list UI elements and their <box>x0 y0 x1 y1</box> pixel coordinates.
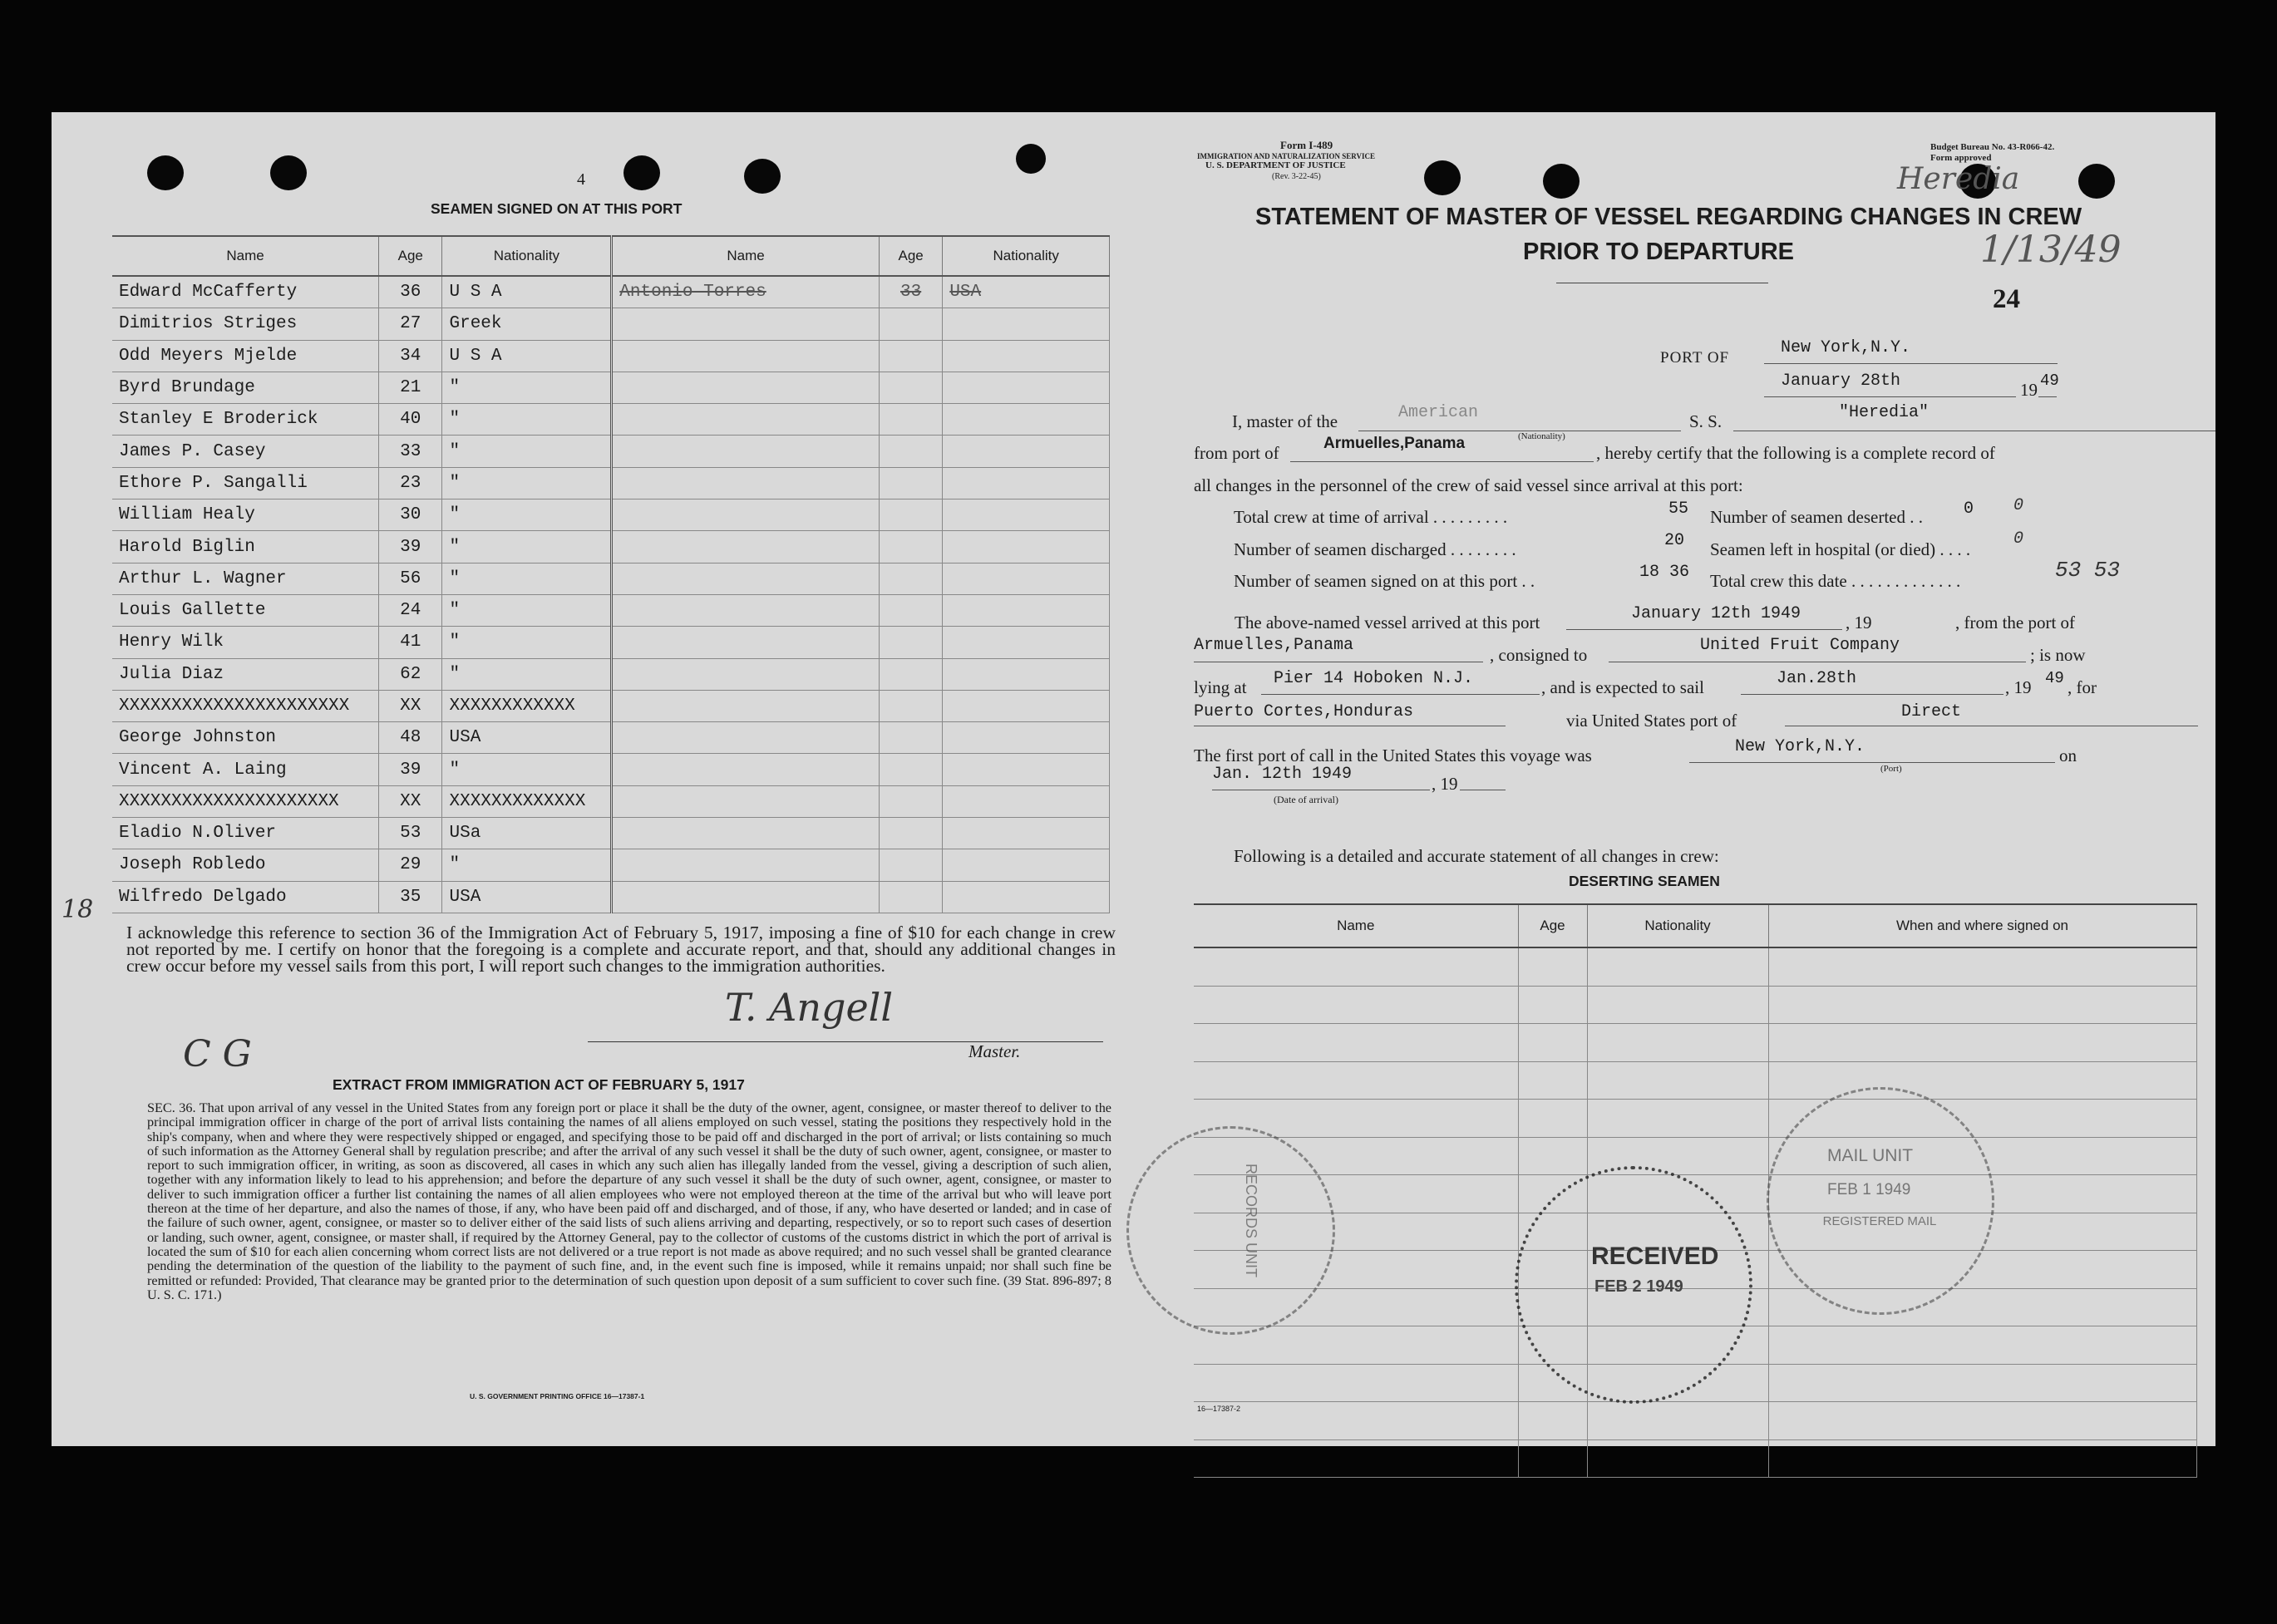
crew-nationality-cell: " <box>442 627 612 658</box>
empty-cell <box>1768 1024 2196 1062</box>
crew-name-cell: Eladio N.Oliver <box>112 818 379 849</box>
empty-cell <box>1518 1100 1587 1138</box>
mail-unit-stamp <box>1767 1087 1994 1315</box>
crew-name-cell <box>612 881 880 913</box>
expected-sail-label: , and is expected to sail <box>1541 677 1704 697</box>
form-approved: Form approved <box>1930 153 1992 163</box>
crew-age-cell: 41 <box>379 627 442 658</box>
crew-age-cell: XX <box>379 785 442 817</box>
crew-nationality-cell <box>943 404 1110 436</box>
crew-nationality-cell <box>943 627 1110 658</box>
crew-nationality-cell <box>943 881 1110 913</box>
records-stamp-text: RECORDS UNIT <box>1243 1163 1260 1278</box>
crew-nationality-cell: U S A <box>442 340 612 372</box>
empty-cell <box>1768 1326 2196 1365</box>
destination-value: Puerto Cortes,Honduras <box>1194 702 1414 721</box>
for-label: , for <box>2068 677 2097 697</box>
arrived-from-value: Armuelles,Panama <box>1194 636 1354 655</box>
crew-age-cell <box>879 404 942 436</box>
empty-cell <box>1587 1100 1768 1138</box>
empty-cell <box>1587 1439 1768 1478</box>
crew-nationality-cell: " <box>442 436 612 467</box>
from-port-of-label: , from the port of <box>1955 613 2076 632</box>
empty-cell <box>1194 1061 1518 1100</box>
deserting-heading: DESERTING SEAMEN <box>1569 873 1720 889</box>
table-row <box>112 276 1110 308</box>
crew-name-cell: William Healy <box>112 500 379 531</box>
table-row <box>1194 947 2196 986</box>
crew-age-cell: 56 <box>379 563 442 594</box>
mail-stamp-text: MAIL UNIT <box>1827 1146 1914 1165</box>
empty-cell <box>1587 1061 1768 1100</box>
empty-cell <box>1518 1137 1587 1175</box>
crew-nationality-cell: USA <box>442 881 612 913</box>
table-row <box>112 627 1110 658</box>
empty-cell <box>1194 986 1518 1024</box>
clerk-initials: C G <box>183 1033 252 1075</box>
crew-name-cell: Odd Meyers Mjelde <box>112 340 379 372</box>
first-date-value: Jan. 12th 1949 <box>1212 765 1353 784</box>
crew-name-cell: Wilfredo Delgado <box>112 881 379 913</box>
crew-nationality-cell: XXXXXXXXXXXXX <box>442 785 612 817</box>
crew-name-cell <box>612 594 880 626</box>
crew-age-cell: 33 <box>879 276 942 308</box>
crew-age-cell: 30 <box>379 500 442 531</box>
crew-nationality-cell: " <box>442 849 612 881</box>
crew-age-cell: 53 <box>379 818 442 849</box>
total-crew-date-value: 53 53 <box>2055 558 2121 583</box>
crew-nationality-cell: " <box>442 531 612 563</box>
form-subtitle: PRIOR TO DEPARTURE <box>1523 239 1795 265</box>
crew-nationality-cell: U S A <box>442 276 612 308</box>
from-port-label: from port of <box>1194 443 1279 463</box>
crew-age-cell <box>879 563 942 594</box>
crew-name-cell <box>612 785 880 817</box>
received-stamp-date: FEB 2 1949 <box>1594 1277 1683 1296</box>
crew-age-cell: 40 <box>379 404 442 436</box>
table-row <box>112 436 1110 467</box>
crew-age-cell <box>879 500 942 531</box>
crew-name-cell: Harold Biglin <box>112 531 379 563</box>
page-number: 4 <box>577 170 585 189</box>
crew-name-cell: Antonio Torres <box>612 276 880 308</box>
crew-age-cell <box>879 531 942 563</box>
table-row <box>1194 986 2196 1024</box>
lying-at-line <box>1261 694 1540 695</box>
crew-table-body <box>112 276 1110 913</box>
crew-age-cell: 21 <box>379 372 442 403</box>
master-label: I, master of the <box>1232 411 1338 431</box>
table-row <box>1194 1100 2196 1138</box>
received-stamp-text: RECEIVED <box>1591 1243 1719 1270</box>
crew-name-cell: Arthur L. Wagner <box>112 563 379 594</box>
crew-age-cell <box>879 308 942 340</box>
empty-cell <box>1194 947 1518 986</box>
crew-name-cell <box>612 627 880 658</box>
first-port-value: New York,N.Y. <box>1735 737 1865 756</box>
crew-nationality-cell <box>943 690 1110 721</box>
is-now-label: ; is now <box>2030 645 2086 665</box>
via-port-value: Direct <box>1901 702 1962 721</box>
table-row <box>112 404 1110 436</box>
crew-nationality-cell <box>943 531 1110 563</box>
empty-cell <box>1518 1402 1587 1440</box>
table-row <box>112 722 1110 754</box>
crew-nationality-cell: USA <box>943 276 1110 308</box>
extract-title: EXTRACT FROM IMMIGRATION ACT OF FEBRUARY 5, 1917 <box>333 1076 745 1093</box>
crew-age-cell <box>879 340 942 372</box>
crew-nationality-cell: XXXXXXXXXXXX <box>442 690 612 721</box>
table-row <box>1194 1402 2196 1440</box>
crew-age-cell: 33 <box>379 436 442 467</box>
crew-age-cell: 36 <box>379 276 442 308</box>
signed-on-value: 18 36 <box>1639 563 1690 582</box>
crew-nationality-cell <box>943 594 1110 626</box>
port-value: New York,N.Y. <box>1781 338 1911 357</box>
from-port-value: Armuelles,Panama <box>1323 435 1466 452</box>
crew-name-cell <box>612 563 880 594</box>
crew-name-cell: Louis Gallette <box>112 594 379 626</box>
crew-name-cell: Ethore P. Sangalli <box>112 467 379 499</box>
crew-name-cell: Vincent A. Laing <box>112 754 379 785</box>
crew-name-cell <box>612 436 880 467</box>
column-header-nationality: Nationality <box>1587 904 1768 947</box>
arrived-date-value: January 12th 1949 <box>1631 604 1801 623</box>
signed-on-label: Number of seamen signed on at this port . . <box>1234 571 1535 591</box>
deserted-label: Number of seamen deserted . . <box>1710 507 1923 527</box>
punch-hole <box>744 159 781 194</box>
crew-nationality-cell <box>943 754 1110 785</box>
sail-year-prefix: , 19 <box>2005 677 2032 697</box>
discharged-value: 20 <box>1664 531 1685 550</box>
hospital-label: Seamen left in hospital (or died) . . . . <box>1710 539 1971 559</box>
signature-label: Master. <box>968 1041 1021 1061</box>
punch-hole <box>1543 164 1580 199</box>
table-row <box>112 340 1110 372</box>
punch-hole <box>147 155 184 190</box>
first-port-label: The first port of call in the United States this voyage was <box>1194 746 1592 765</box>
crew-nationality-cell <box>943 500 1110 531</box>
port-line <box>1764 363 2058 364</box>
table-row <box>1194 1439 2196 1478</box>
crew-name-cell: Byrd Brundage <box>112 372 379 403</box>
printer-imprint: 16—17387-2 <box>1197 1405 1241 1413</box>
total-crew-label: Total crew at time of arrival . . . . . . . . . <box>1234 507 1508 527</box>
empty-cell <box>1768 986 2196 1024</box>
crew-nationality-cell: Greek <box>442 308 612 340</box>
table-row <box>1194 1061 2196 1100</box>
empty-cell <box>1194 1439 1518 1478</box>
crew-name-cell: Edward McCafferty <box>112 276 379 308</box>
certify-text-1: , hereby certify that the following is a complete record of <box>1596 443 1995 463</box>
year-value: 49 <box>2040 372 2059 390</box>
lying-at-value: Pier 14 Hoboken N.J. <box>1274 669 1474 688</box>
crew-name-cell <box>612 818 880 849</box>
table-row <box>112 658 1110 690</box>
crew-nationality-cell: " <box>442 754 612 785</box>
crew-age-cell: XX <box>379 690 442 721</box>
empty-cell <box>1194 1024 1518 1062</box>
empty-cell <box>1518 1439 1587 1478</box>
discharged-label: Number of seamen discharged . . . . . . . . <box>1234 539 1516 559</box>
empty-cell <box>1518 986 1587 1024</box>
form-revision: (Rev. 3-22-45) <box>1272 172 1321 181</box>
crew-age-cell: 39 <box>379 531 442 563</box>
crew-age-cell <box>879 372 942 403</box>
column-header-name: Name <box>612 236 880 276</box>
crew-age-cell <box>879 818 942 849</box>
table-row <box>112 849 1110 881</box>
column-header-age: Age <box>879 236 942 276</box>
year-prefix: 19 <box>2020 380 2038 400</box>
crew-name-cell <box>612 308 880 340</box>
crew-name-cell <box>612 467 880 499</box>
sail-year-value: 49 <box>2045 669 2064 687</box>
crew-nationality-cell: USA <box>442 722 612 754</box>
table-row <box>1194 1137 2196 1175</box>
ship-name-value: "Heredia" <box>1839 403 1930 422</box>
empty-cell <box>1768 1439 2196 1478</box>
margin-count: 18 <box>62 895 94 924</box>
port-label: PORT OF <box>1660 349 1730 367</box>
table-row <box>112 372 1110 403</box>
crew-age-cell: 48 <box>379 722 442 754</box>
crew-age-cell <box>879 627 942 658</box>
arrived-label: The above-named vessel arrived at this port <box>1235 613 1540 632</box>
crew-name-cell: George Johnston <box>112 722 379 754</box>
table-row <box>112 785 1110 817</box>
crew-nationality-cell <box>943 340 1110 372</box>
date-value: January 28th <box>1781 372 1901 391</box>
lying-at-label: lying at <box>1194 677 1247 697</box>
crew-nationality-cell: " <box>442 500 612 531</box>
crew-age-cell: 39 <box>379 754 442 785</box>
nationality-value: American <box>1398 403 1479 422</box>
mail-stamp-date: FEB 1 1949 <box>1827 1181 1911 1198</box>
table-header-row <box>1194 904 2196 947</box>
following-text: Following is a detailed and accurate statement of all changes in crew: <box>1234 846 1719 866</box>
port-caption: (Port) <box>1880 764 1902 774</box>
arrived-line <box>1566 629 1842 630</box>
crew-age-cell <box>879 849 942 881</box>
master-signature: T. Angell <box>725 985 894 1030</box>
deserted-value-2: 0 <box>2013 496 2024 515</box>
table-row <box>112 308 1110 340</box>
total-crew-date-label: Total crew this date . . . . . . . . . . . . . <box>1710 571 1961 591</box>
agency-line-2: U. S. DEPARTMENT OF JUSTICE <box>1205 160 1346 170</box>
punch-hole <box>270 155 307 190</box>
crew-nationality-cell <box>943 467 1110 499</box>
crew-name-cell <box>612 500 880 531</box>
crew-name-cell: Joseph Robledo <box>112 849 379 881</box>
form-title: STATEMENT OF MASTER OF VESSEL REGARDING CHANGES IN CREW <box>1255 204 2082 230</box>
punch-hole <box>1016 144 1046 174</box>
on-label: on <box>2059 746 2077 765</box>
crew-name-cell <box>612 372 880 403</box>
table-row <box>112 467 1110 499</box>
column-header-name: Name <box>112 236 379 276</box>
date-caption: (Date of arrival) <box>1274 794 1338 805</box>
crew-age-cell: 27 <box>379 308 442 340</box>
crew-nationality-cell: " <box>442 372 612 403</box>
column-header-nationality: Nationality <box>442 236 612 276</box>
received-stamp <box>1515 1166 1752 1404</box>
crew-name-cell <box>612 754 880 785</box>
empty-cell <box>1194 1402 1518 1440</box>
crew-nationality-cell <box>943 308 1110 340</box>
crew-name-cell: James P. Casey <box>112 436 379 467</box>
crew-nationality-cell <box>943 436 1110 467</box>
nationality-caption: (Nationality) <box>1518 431 1565 441</box>
crew-name-cell: Dimitrios Striges <box>112 308 379 340</box>
crew-age-cell: 62 <box>379 658 442 690</box>
crew-nationality-cell: " <box>442 404 612 436</box>
column-header-age: Age <box>379 236 442 276</box>
crew-table <box>112 235 1110 913</box>
extract-text: SEC. 36. That upon arrival of any vessel in the United States from any foreign port or place it shall be the duty of the owner, agent, consignee, or master thereof to deliver to the principal immigration officer in charge of the port of arrival lists containing the names of all aliens employed on such vessel, stating the positions they respectively hold in the ship's company, when and where they were respectively shipped or engaged, and specifying those to be paid off and discharged in the port of arrival; or lists containing so much of such information as the Attorney General shall by regulation prescribe; and after the arrival of any such vessel it shall be the duty of such owner, agent, consignee, or master to report to such immigration officer, in writing, as soon as discovered, all cases in which any such alien has illegally landed from the vessel, giving a description of such alien, together with any information likely to lead to his apprehension; and before the departure of any such vessel it shall be the duty of such owner, agent, consignee, or master to deliver to such immigration officer a further list containing the names of all alien employees who were not employed thereon at the time of the arrival but who will leave port thereon at the time of her departure, and also the names of those, if any, who have been paid off and discharged, and of those, if any, who have deserted or landed; and in case of the failure of such owner, agent, consignee, or master so to deliver either of the said lists of such aliens arriving and departing, respectively, or so to report such cases of desertion or landing, such owner, agent, consignee, or master shall, if required by the Attorney General, pay to the collector of customs of the customs district in which the port of arrival is located the sum of $10 for each alien concerning whom correct lists are not delivered or a true report is not made as above required; and no such vessel shall be granted clearance pending the determination of the question of the liability to the payment of such fine, and, in the event such fine is imposed, while it remains unpaid; nor shall such fine be remitted or refunded: Provided, That clearance may be granted prior to the determination of such question upon deposit of a sum sufficient to cover such fine. (39 Stat. 896-897; 8 U. S. C. 171.) <box>147 1100 1111 1302</box>
hospital-value: 0 <box>2013 529 2024 549</box>
table-row <box>112 690 1110 721</box>
crew-nationality-cell <box>943 785 1110 817</box>
handwritten-date-note: 1/13/49 <box>1980 229 2122 271</box>
punch-hole <box>623 155 660 190</box>
table-row <box>112 881 1110 913</box>
crew-name-cell <box>612 340 880 372</box>
crew-age-cell <box>879 658 942 690</box>
column-header-name: Name <box>1194 904 1518 947</box>
crew-name-cell: Henry Wilk <box>112 627 379 658</box>
empty-cell <box>1518 1024 1587 1062</box>
crew-age-cell <box>879 467 942 499</box>
first-19: , 19 <box>1432 774 1458 794</box>
sheet-number: 24 <box>1993 284 2020 314</box>
agency-line-1: IMMIGRATION AND NATURALIZATION SERVICE <box>1197 152 1375 160</box>
form-number: Form I-489 <box>1280 139 1333 151</box>
crew-nationality-cell <box>943 658 1110 690</box>
consigned-label: , consigned to <box>1490 645 1588 665</box>
crew-name-cell <box>612 404 880 436</box>
crew-nationality-cell: " <box>442 563 612 594</box>
empty-cell <box>1768 1364 2196 1402</box>
empty-cell <box>1518 1061 1587 1100</box>
total-crew-value: 55 <box>1668 500 1689 519</box>
table-row <box>112 594 1110 626</box>
punch-hole <box>1424 160 1461 195</box>
date-line <box>1764 396 2016 397</box>
table-header-row <box>112 236 1110 276</box>
crew-age-cell: 34 <box>379 340 442 372</box>
crew-age-cell: 35 <box>379 881 442 913</box>
crew-name-cell: XXXXXXXXXXXXXXXXXXXXX <box>112 785 379 817</box>
handwritten-ship-note: Heredia <box>1897 162 2020 196</box>
column-header-nationality: Nationality <box>943 236 1110 276</box>
crew-nationality-cell <box>943 849 1110 881</box>
certify-text-2: all changes in the personnel of the crew of said vessel since arrival at this port: <box>1194 475 1743 495</box>
ss-label: S. S. <box>1689 411 1723 431</box>
section-heading: SEAMEN SIGNED ON AT THIS PORT <box>431 200 683 217</box>
crew-name-cell <box>612 658 880 690</box>
statement-page <box>1124 112 2215 1446</box>
signature-line <box>588 1041 1103 1042</box>
empty-cell <box>1587 1024 1768 1062</box>
crew-name-cell <box>612 849 880 881</box>
crew-nationality-cell: USa <box>442 818 612 849</box>
crew-name-cell <box>612 531 880 563</box>
crew-nationality-cell <box>943 818 1110 849</box>
acknowledgement-text: I acknowledge this reference to section 36 of the Immigration Act of February 5, 1917, imposing a fine of $10 for each change in crew not reported by me. I certify on honor that the foregoing is a complete and accurate report, and that, should any additional changes in crew occur before my vessel sails from this port, I will report such changes to the immigration authorities. <box>126 923 1116 976</box>
consignee-value: United Fruit Company <box>1700 636 1900 655</box>
sail-date-line <box>1741 694 2003 695</box>
crew-age-cell <box>879 690 942 721</box>
crew-nationality-cell: " <box>442 467 612 499</box>
crew-nationality-cell: " <box>442 658 612 690</box>
empty-cell <box>1587 986 1768 1024</box>
crew-age-cell <box>879 754 942 785</box>
crew-nationality-cell: " <box>442 594 612 626</box>
crew-age-cell <box>879 436 942 467</box>
crew-name-cell: XXXXXXXXXXXXXXXXXXXXXX <box>112 690 379 721</box>
crew-age-cell: 29 <box>379 849 442 881</box>
empty-cell <box>1768 1402 2196 1440</box>
crew-name-cell: Stanley E Broderick <box>112 404 379 436</box>
crew-age-cell: 23 <box>379 467 442 499</box>
crew-signed-on-page <box>52 112 1124 1446</box>
empty-cell <box>1768 1061 2196 1100</box>
empty-cell <box>1194 1364 1518 1402</box>
table-row <box>112 531 1110 563</box>
column-header-signed-on: When and where signed on <box>1768 904 2196 947</box>
crew-name-cell <box>612 722 880 754</box>
empty-cell <box>1518 947 1587 986</box>
budget-bureau-number: Budget Bureau No. 43-R066-42. <box>1930 142 2055 152</box>
crew-age-cell <box>879 785 942 817</box>
column-header-age: Age <box>1518 904 1587 947</box>
table-row <box>112 500 1110 531</box>
year-line <box>2038 396 2057 397</box>
empty-cell <box>1768 947 2196 986</box>
registered-mail-text: REGISTERED MAIL <box>1822 1214 1937 1228</box>
crew-age-cell: 24 <box>379 594 442 626</box>
table-row <box>1194 1024 2196 1062</box>
table-row <box>112 754 1110 785</box>
crew-age-cell <box>879 881 942 913</box>
table-row <box>112 563 1110 594</box>
crew-age-cell <box>879 722 942 754</box>
first-port-line <box>1689 762 2055 763</box>
punch-hole <box>2078 164 2115 199</box>
sail-date-value: Jan.28th <box>1777 669 1857 688</box>
empty-cell <box>1587 1402 1768 1440</box>
via-port-label: via United States port of <box>1566 711 1737 731</box>
crew-nationality-cell <box>943 372 1110 403</box>
crew-name-cell: Julia Diaz <box>112 658 379 690</box>
crew-nationality-cell <box>943 563 1110 594</box>
deserted-value: 0 <box>1964 500 1974 519</box>
crew-nationality-cell <box>943 722 1110 754</box>
printer-imprint: U. S. GOVERNMENT PRINTING OFFICE 16—17387-1 <box>470 1392 645 1400</box>
records-unit-stamp <box>1126 1126 1335 1335</box>
crew-age-cell <box>879 594 942 626</box>
arrived-19: , 19 <box>1846 613 1872 632</box>
table-row <box>112 818 1110 849</box>
crew-name-cell <box>612 690 880 721</box>
empty-cell <box>1587 947 1768 986</box>
from-port-line <box>1290 461 1594 462</box>
